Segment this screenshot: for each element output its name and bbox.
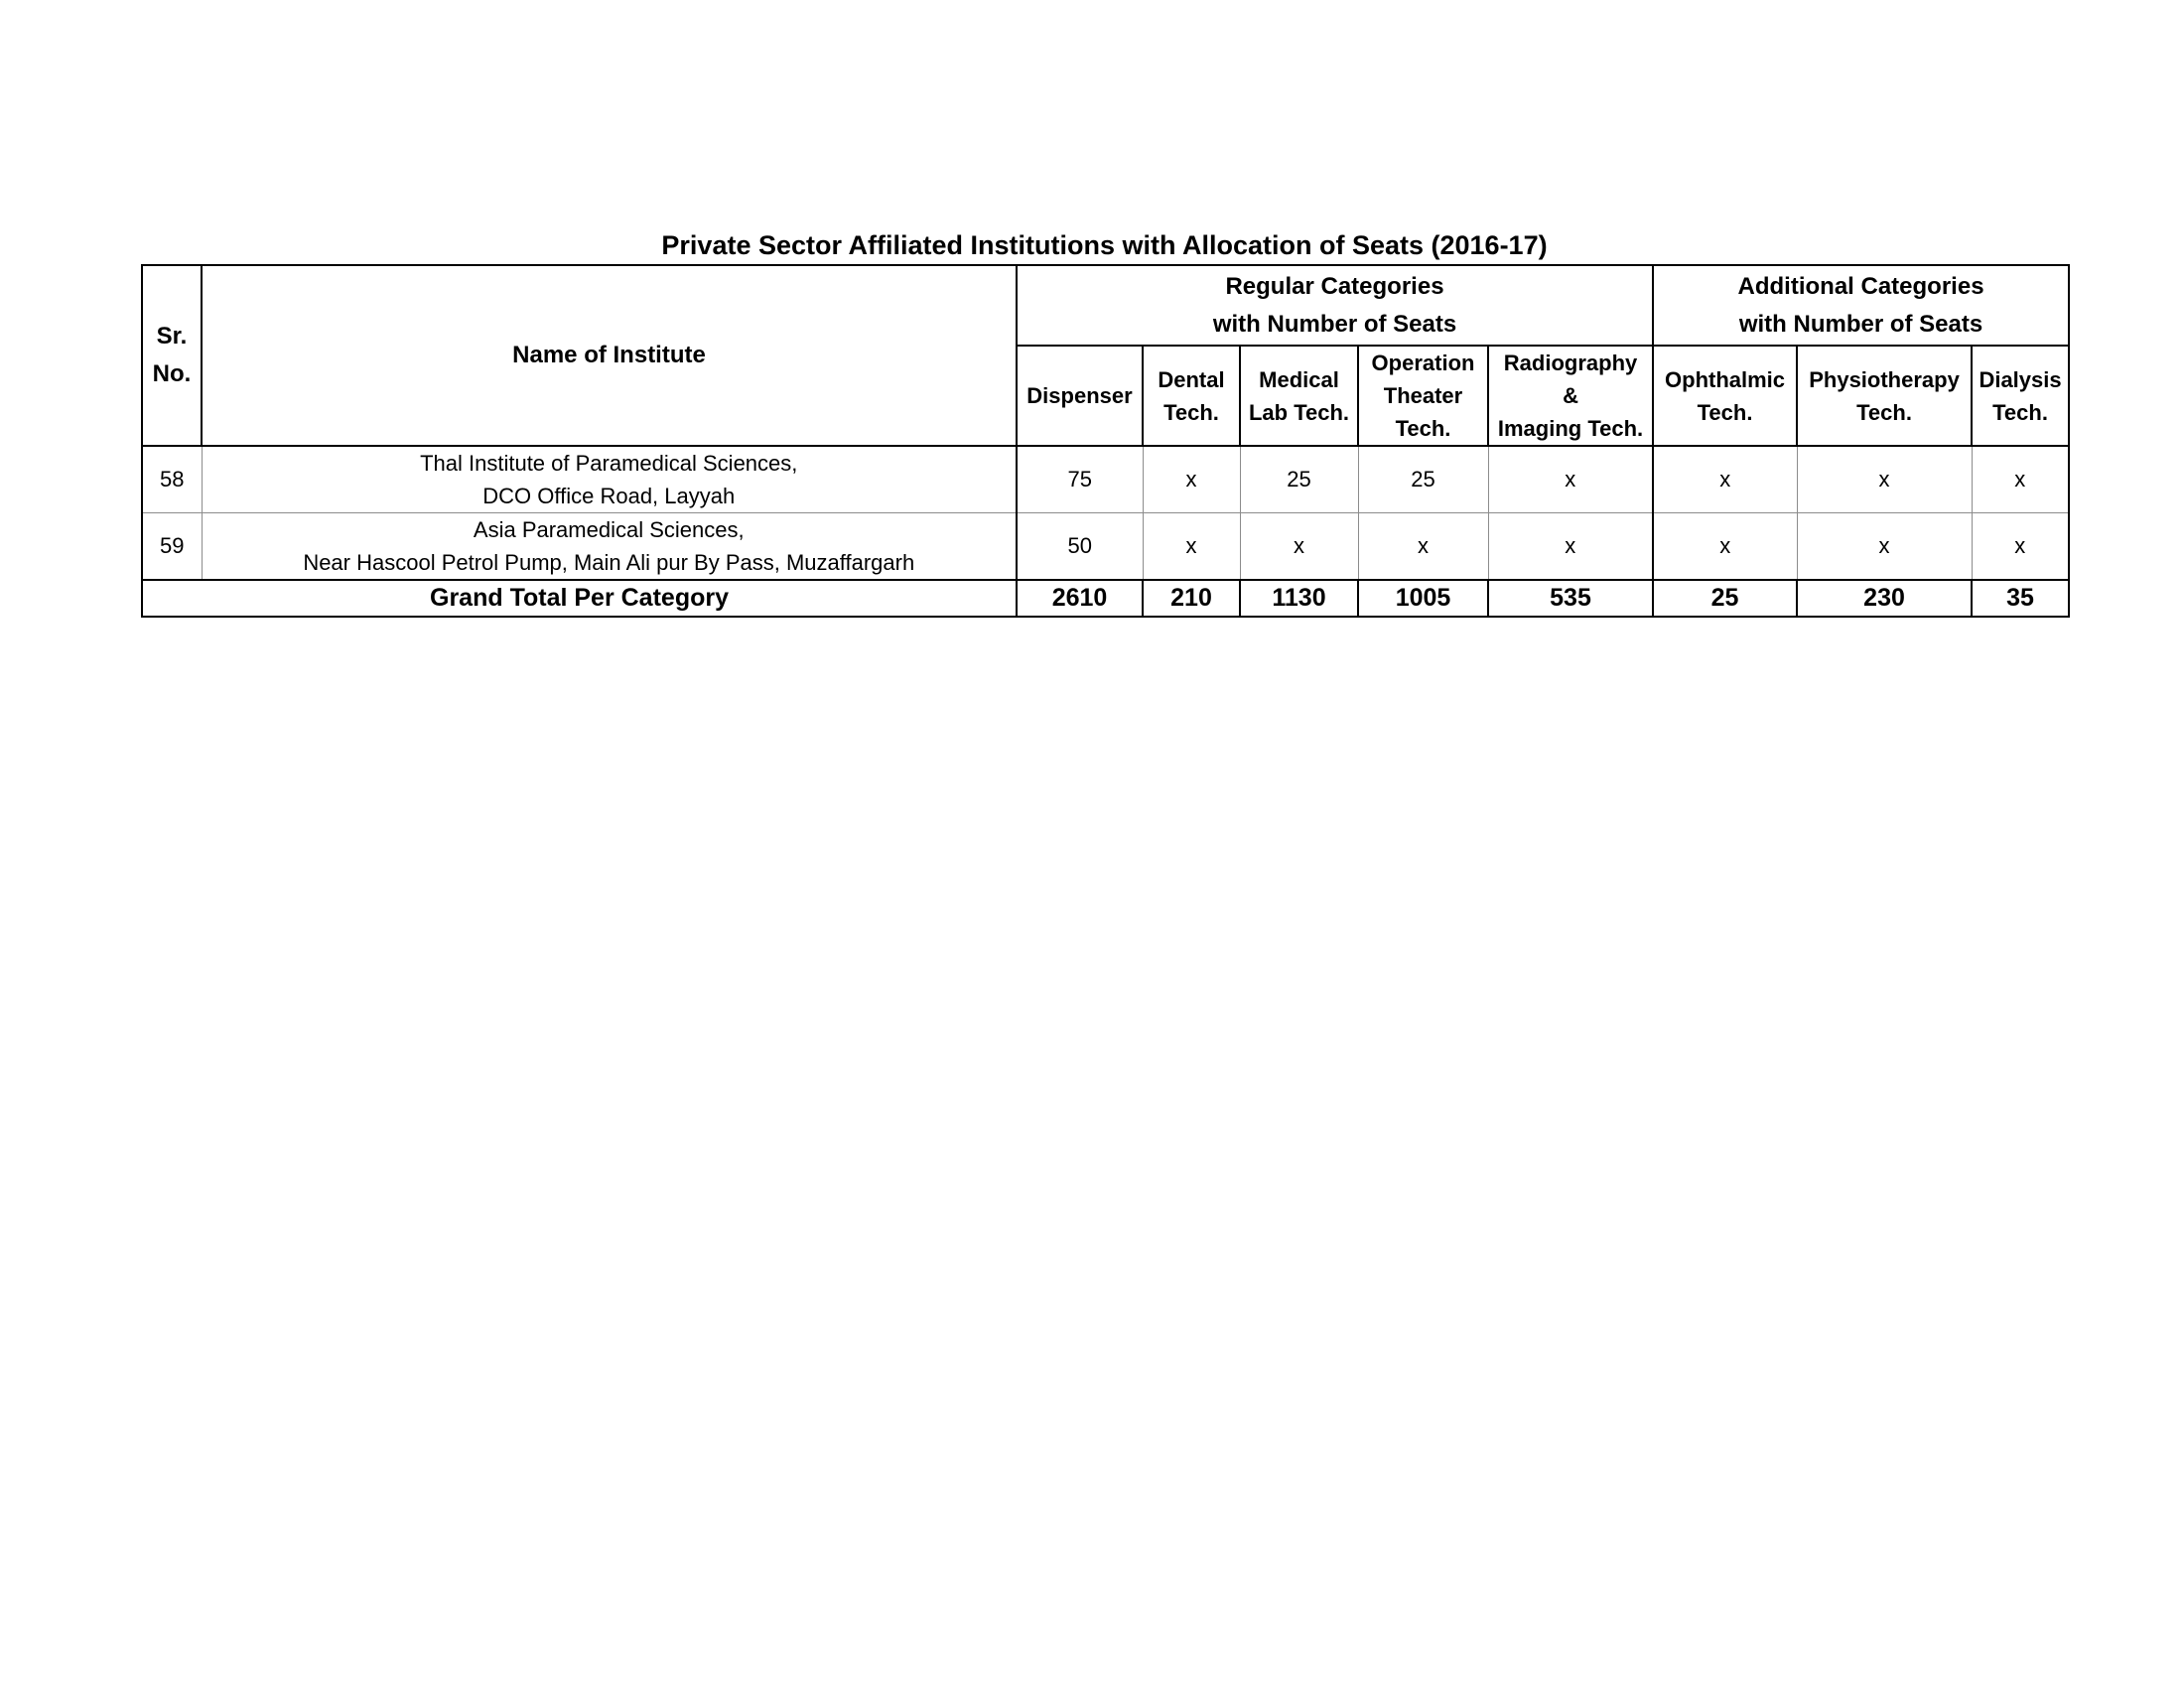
header-additional-categories: Additional Categories with Number of Seats xyxy=(1653,265,2069,346)
seat-value-cell: x xyxy=(1797,513,1972,581)
sr-no-cell: 59 xyxy=(142,513,202,581)
table-row xyxy=(142,446,2069,513)
header-ophthalmic-tech: Ophthalmic Tech. xyxy=(1653,346,1797,446)
seat-value-cell: 75 xyxy=(1017,446,1143,513)
institute-name-cell: Asia Paramedical Sciences, Near Hascool Petrol Pump, Main Ali pur By Pass, Muzaffargarh xyxy=(202,513,1017,581)
total-value-cell: 535 xyxy=(1488,580,1653,617)
table-row xyxy=(142,513,2069,581)
seat-value-cell: x xyxy=(1972,446,2069,513)
total-value-cell: 25 xyxy=(1653,580,1797,617)
header-operation-theater-tech: Operation Theater Tech. xyxy=(1358,346,1488,446)
total-value-cell: 2610 xyxy=(1017,580,1143,617)
total-value-cell: 230 xyxy=(1797,580,1972,617)
sr-no-cell: 58 xyxy=(142,446,202,513)
seat-value-cell: 25 xyxy=(1240,446,1358,513)
header-dialysis-tech: Dialysis Tech. xyxy=(1972,346,2069,446)
total-value-cell: 1130 xyxy=(1240,580,1358,617)
seat-value-cell: 25 xyxy=(1358,446,1488,513)
seat-value-cell: x xyxy=(1797,446,1972,513)
total-value-cell: 35 xyxy=(1972,580,2069,617)
grand-total-row xyxy=(142,580,2069,617)
seat-value-cell: x xyxy=(1358,513,1488,581)
seat-value-cell: 50 xyxy=(1017,513,1143,581)
total-value-cell: 210 xyxy=(1143,580,1240,617)
seat-allocation-table xyxy=(141,264,2070,618)
header-name-of-institute: Name of Institute xyxy=(202,265,1017,446)
institute-name-cell: Thal Institute of Paramedical Sciences, DCO Office Road, Layyah xyxy=(202,446,1017,513)
grand-total-label: Grand Total Per Category xyxy=(142,580,1017,617)
header-radiography-imaging-tech: Radiography & Imaging Tech. xyxy=(1488,346,1653,446)
header-physiotherapy-tech: Physiotherapy Tech. xyxy=(1797,346,1972,446)
header-sr-no: Sr. No. xyxy=(142,265,202,446)
header-dental-tech: Dental Tech. xyxy=(1143,346,1240,446)
seat-value-cell: x xyxy=(1143,446,1240,513)
seat-value-cell: x xyxy=(1143,513,1240,581)
seat-value-cell: x xyxy=(1653,513,1797,581)
seat-value-cell: x xyxy=(1488,446,1653,513)
header-dispenser: Dispenser xyxy=(1017,346,1143,446)
seat-value-cell: x xyxy=(1488,513,1653,581)
page-title: Private Sector Affiliated Institutions with Allocation of Seats (2016-17) xyxy=(661,230,1548,260)
seat-value-cell: x xyxy=(1653,446,1797,513)
seat-value-cell: x xyxy=(1972,513,2069,581)
seat-value-cell: x xyxy=(1240,513,1358,581)
header-medical-lab-tech: Medical Lab Tech. xyxy=(1240,346,1358,446)
header-regular-categories: Regular Categories with Number of Seats xyxy=(1017,265,1653,346)
total-value-cell: 1005 xyxy=(1358,580,1488,617)
